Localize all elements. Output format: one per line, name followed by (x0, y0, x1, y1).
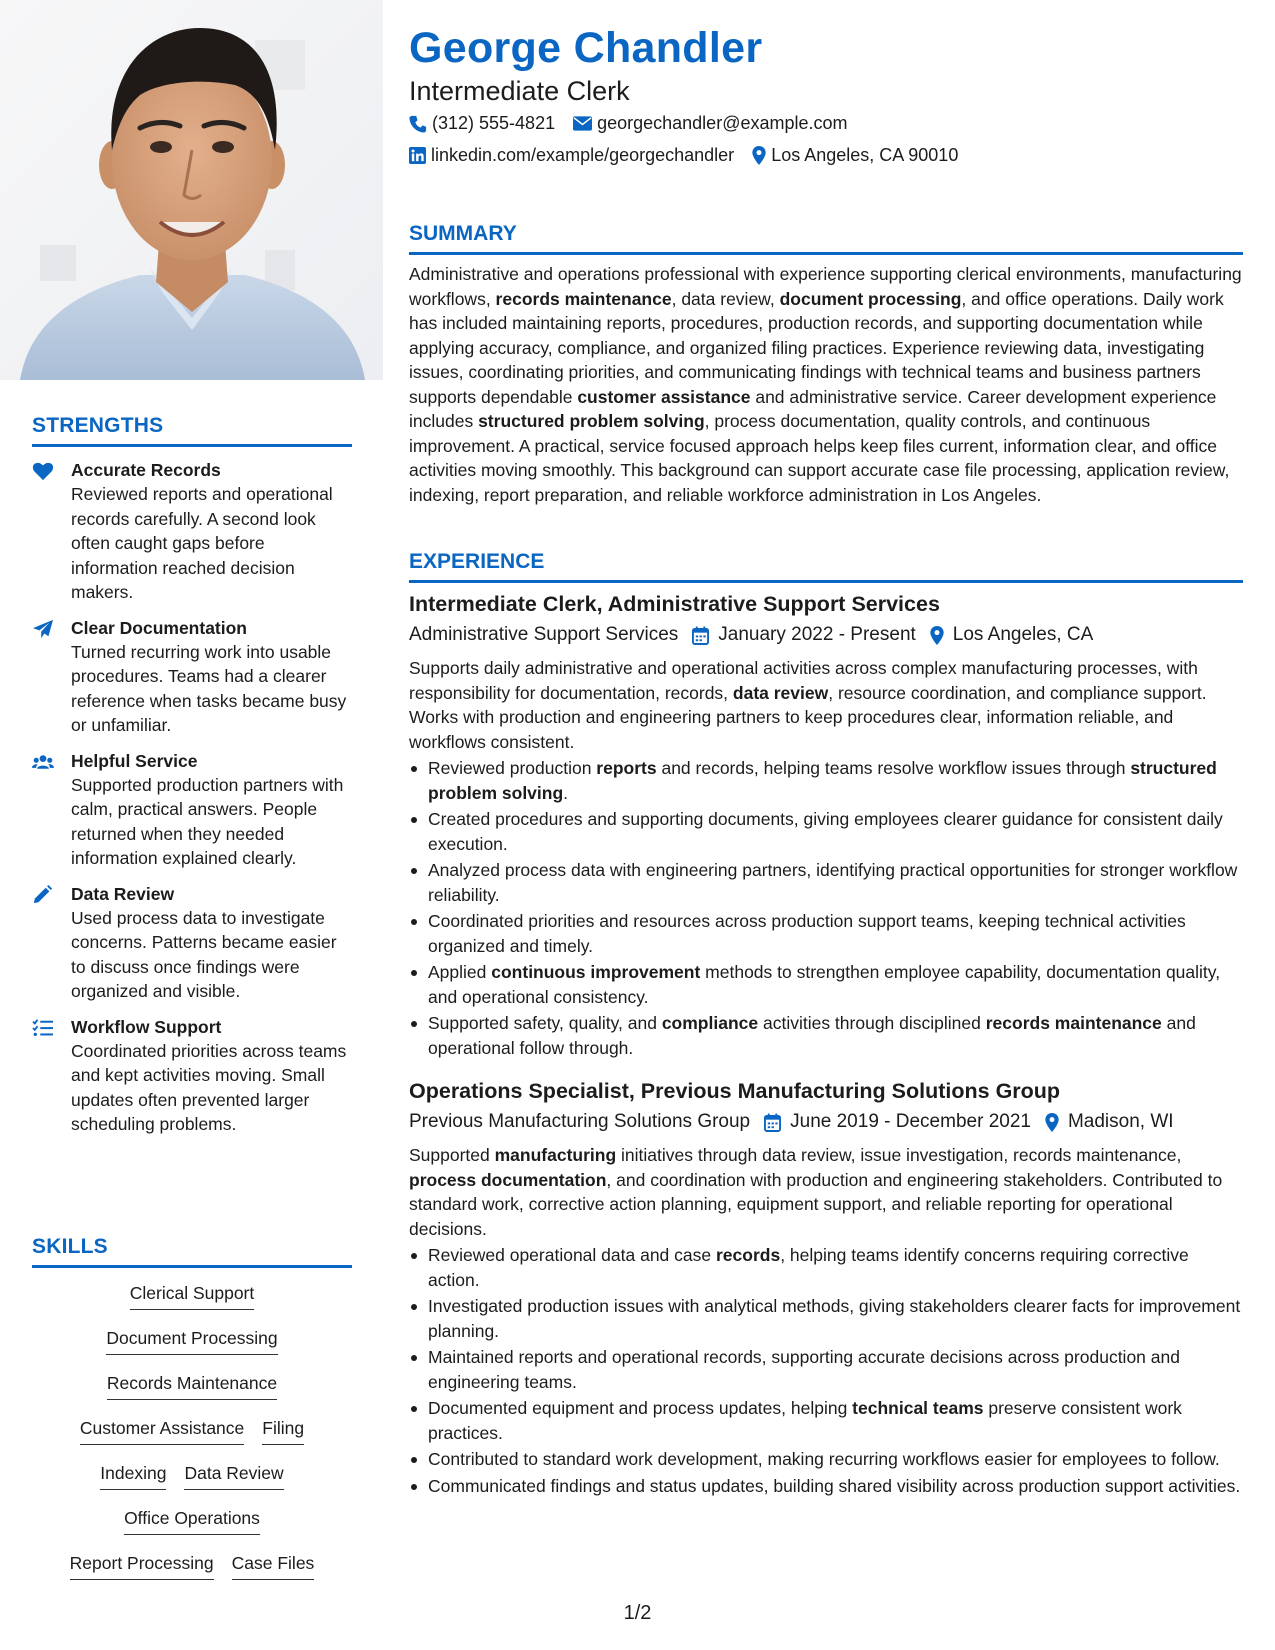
strength-desc: Used process data to investigate concerns. Patterns became easier to discuss once findings were organized and visible. (71, 907, 337, 1001)
bullet-item (409, 1243, 1243, 1292)
job-dates-text: January 2022 - Present (718, 624, 916, 645)
skill-tag: Indexing (100, 1462, 166, 1490)
company-name: Previous Manufacturing Solutions Group (409, 1111, 751, 1132)
bullet-item (409, 807, 1243, 856)
location-text: Los Angeles, CA 90010 (771, 145, 959, 165)
text-run: Analyzed process data with engineering partners, identifying practical opportunities for stronger workflow reliability. (428, 860, 1238, 905)
text-run: , helping teams identify concerns requiring corrective action. (428, 1245, 1189, 1290)
job-meta (409, 1110, 1243, 1134)
job-description (409, 1143, 1243, 1241)
summary-heading: SUMMARY (409, 222, 1243, 255)
skill-row (32, 1327, 352, 1372)
strength-item (32, 459, 352, 605)
pencil-icon (32, 885, 54, 905)
job-title: Operations Specialist, Previous Manufacturing Solutions Group (409, 1079, 1061, 1103)
text-run: Communicated findings and status updates, building shared visibility across production support activities. (428, 1475, 1241, 1496)
experience-heading: EXPERIENCE (409, 550, 1243, 583)
job-bullets (409, 1243, 1243, 1498)
strength-desc: Turned recurring work into usable procedures. Teams had a clearer reference when tasks became busy or unfamiliar. (71, 641, 347, 735)
emphasis-text: technical teams (852, 1398, 984, 1418)
candidate-title: Intermediate Clerk (409, 76, 630, 106)
strength-desc: Supported production partners with calm, practical answers. People returned when they needed information explained clearly. (71, 774, 344, 868)
bullet-item (409, 756, 1243, 805)
skill-tag: Document Processing (106, 1327, 277, 1355)
emphasis-text: structured problem solving (428, 758, 1217, 803)
skills-heading: SKILLS (32, 1235, 352, 1268)
strength-item (32, 1016, 352, 1137)
phone-icon (409, 115, 427, 133)
skill-tag: Office Operations (124, 1507, 260, 1535)
text-run: and operational follow through. (428, 1013, 1196, 1058)
phone-contact[interactable] (409, 113, 555, 134)
text-run: Supports daily administrative and operational activities across complex manufacturing processes, with responsibility for documentation, records, (409, 658, 1198, 703)
text-run: activities through disciplined (758, 1013, 986, 1033)
emphasis-text: reports (596, 758, 657, 778)
page-number: 1/2 (623, 1602, 652, 1624)
map-pin-icon (1045, 1113, 1059, 1132)
job-description (409, 656, 1243, 754)
strength-title: Workflow Support (71, 1016, 222, 1037)
text-run: preserve consistent work practices. (428, 1398, 1182, 1443)
map-pin-icon (930, 626, 944, 645)
experience-entry (409, 1077, 1243, 1500)
skill-row (32, 1552, 352, 1597)
text-run: Reviewed production (428, 758, 597, 778)
map-pin-icon (752, 146, 766, 165)
emphasis-text: structured problem solving (478, 411, 705, 431)
skills-section (32, 1235, 352, 1597)
skills-list (32, 1282, 352, 1597)
text-run: Administrative and operations professional with experience supporting clerical environments, manufacturing workflows, (409, 264, 1242, 309)
bullet-item (409, 1345, 1243, 1394)
candidate-name: George Chandler (409, 24, 763, 72)
bullet-item (409, 960, 1243, 1009)
text-run: , and coordination with production and engineering stakeholders. Contributed to standard work, corrective action planning, equipment support, and reliable reporting for operational decisions. (409, 1169, 1223, 1239)
job-bullets (409, 756, 1243, 1060)
emphasis-text: manufacturing (494, 1145, 617, 1165)
emphasis-text: compliance (661, 1013, 759, 1033)
bullet-item (409, 1011, 1243, 1060)
text-run: Created procedures and supporting documents, giving employees clearer guidance for consistent daily execution. (428, 809, 1223, 854)
bullet-item (409, 1396, 1243, 1445)
job-title: Intermediate Clerk, Administrative Support Services (409, 592, 940, 616)
bullet-item (409, 909, 1243, 958)
emphasis-text: process documentation (409, 1169, 607, 1190)
text-run: methods to strengthen employee capability, documentation quality, and operational consistency. (428, 962, 1221, 1007)
paper-plane-icon (32, 619, 54, 639)
text-run: , data review, (671, 288, 780, 309)
text-run: Reviewed operational data and case (428, 1245, 716, 1265)
calendar-icon (764, 1113, 781, 1132)
text-run: and administrative service. Career development experience includes (409, 386, 1217, 431)
emphasis-text: records maintenance (985, 1013, 1162, 1033)
phone-text: (312) 555-4821 (432, 113, 556, 133)
strengths-section (32, 414, 352, 1137)
text-run: initiatives through data review, issue investigation, records maintenance, (616, 1145, 1182, 1165)
strength-title: Clear Documentation (71, 617, 247, 638)
text-run: . (563, 782, 569, 803)
text-run: Supported (409, 1145, 495, 1165)
skill-tag: Case Files (232, 1552, 315, 1580)
text-run: Coordinated priorities and resources across production support teams, keeping technical activities organized and timely. (428, 911, 1186, 956)
text-run: Supported safety, quality, and (428, 1013, 662, 1033)
email-contact[interactable] (573, 113, 847, 134)
text-run: Investigated production issues with analytical methods, giving stakeholders clearer facts for improvement planning. (428, 1296, 1241, 1341)
strengths-heading: STRENGTHS (32, 414, 352, 447)
users-icon (32, 752, 54, 772)
skill-tag: Customer Assistance (80, 1417, 244, 1445)
text-run: and records, helping teams resolve workflow issues through (656, 758, 1131, 778)
envelope-icon (573, 116, 592, 131)
skill-tag: Data Review (184, 1462, 283, 1490)
left-sidebar (0, 0, 383, 1650)
list-check-icon (32, 1018, 54, 1038)
job-dates (692, 623, 916, 647)
skill-tag: Records Maintenance (107, 1372, 277, 1400)
skill-row (32, 1372, 352, 1417)
emphasis-text: continuous improvement (491, 962, 701, 982)
strength-desc: Reviewed reports and operational records carefully. A second look often caught gaps before information reached decision makers. (71, 484, 333, 602)
skill-row (32, 1417, 352, 1462)
skill-tag: Filing (262, 1417, 304, 1445)
job-dates (764, 1110, 1031, 1134)
strength-item (32, 750, 352, 871)
bullet-item (409, 858, 1243, 907)
emphasis-text: records maintenance (495, 288, 672, 309)
skill-row (32, 1462, 352, 1507)
emphasis-text: records (715, 1245, 781, 1265)
experience-entry (409, 590, 1243, 1062)
emphasis-text: data review (732, 682, 829, 703)
contact-line (409, 113, 866, 134)
strength-item (32, 617, 352, 738)
job-location-text: Los Angeles, CA (952, 624, 1094, 645)
heart-icon (32, 461, 54, 481)
job-location (930, 623, 1093, 647)
emphasis-text: document processing (779, 288, 962, 309)
bullet-item (409, 1474, 1243, 1499)
strength-title: Data Review (71, 883, 175, 904)
email-text: georgechandler@example.com (597, 113, 848, 133)
job-meta (409, 623, 1243, 647)
text-run: , process documentation, quality controls, and continuous improvement. A practical, service focused approach helps keep files current, information clear, and office activities moving smoothly. This background can support accurate case file processing, application review, indexing, report preparation, and reliable workforce administration in Los Angeles. (409, 411, 1230, 505)
text-run: , and office operations. Daily work has included maintaining reports, procedures, production records, and supporting documentation while applying accuracy, compliance, and organized filing practices. Experience reviewing data, investigating issues, coordinating priorities, and communicating findings with technical teams and business partners supports dependable (409, 288, 1224, 407)
strength-desc: Coordinated priorities across teams and kept activities moving. Small updates often prevented larger scheduling problems. (71, 1040, 347, 1134)
skill-row (32, 1282, 352, 1327)
skill-row (32, 1507, 352, 1552)
linkedin-text: linkedin.com/example/georgechandler (431, 145, 735, 165)
summary-text (409, 262, 1243, 507)
location-contact (752, 145, 958, 166)
job-location-text: Madison, WI (1067, 1111, 1174, 1132)
job-dates-text: June 2019 - December 2021 (790, 1111, 1031, 1132)
emphasis-text: customer assistance (577, 386, 751, 407)
calendar-icon (692, 626, 709, 645)
contact-line (409, 145, 976, 166)
strength-item (32, 883, 352, 1004)
bullet-item (409, 1294, 1243, 1343)
text-run: Documented equipment and process updates, helping (428, 1398, 853, 1418)
text-run: Maintained reports and operational records, supporting accurate decisions across production and engineering teams. (428, 1347, 1180, 1392)
linkedin-icon (409, 147, 426, 164)
skill-tag: Clerical Support (130, 1282, 255, 1310)
linkedin-contact[interactable] (409, 145, 734, 166)
company-name: Administrative Support Services (409, 624, 679, 645)
job-location (1045, 1110, 1174, 1134)
text-run: Contributed to standard work development, making recurring workflows easier for employees to follow. (428, 1449, 1220, 1469)
strength-title: Accurate Records (71, 460, 221, 480)
skill-tag: Report Processing (70, 1552, 214, 1580)
bullet-item (409, 1447, 1243, 1472)
strength-title: Helpful Service (71, 750, 198, 771)
text-run: Applied (428, 962, 492, 982)
profile-photo (0, 0, 383, 380)
text-run: , resource coordination, and compliance support. Works with production and engineering partners to keep procedures clear, information reliable, and workflows consistent. (409, 682, 1207, 752)
